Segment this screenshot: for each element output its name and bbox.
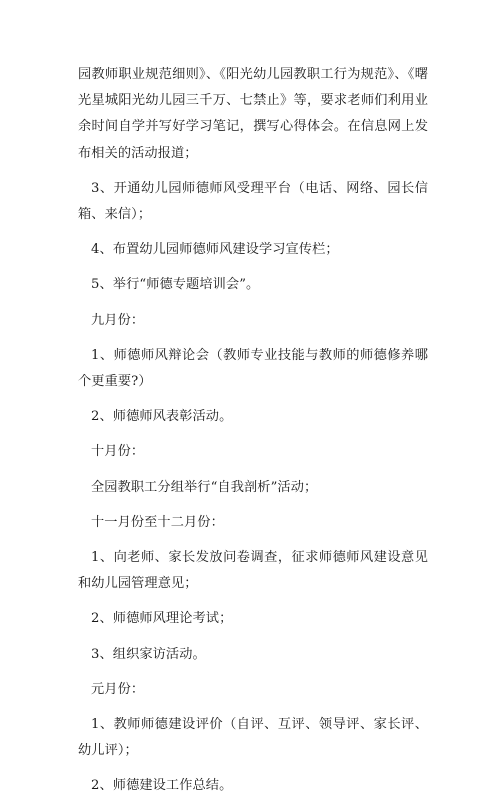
paragraph-gap [78,466,428,475]
paragraph-item-2: 2、师德建设工作总结。 [91,778,233,794]
paragraph-gap [78,597,428,606]
section-heading-october: 十月份： [91,444,145,460]
paragraph-item-3: 3、组织家访活动。 [91,646,206,662]
document-body [78,62,428,800]
paragraph-item-2: 2、师德师风理论考试； [91,611,233,627]
paragraph-gap [78,430,428,439]
paragraph-item-1: 1、向老师、家长发放问卷调查，征求师德师风建设意见和幼儿园管理意见； [78,550,428,592]
paragraph-gap [78,334,428,343]
paragraph-gap [78,395,428,404]
paragraph-gap [78,228,428,237]
paragraph-gap [78,633,428,642]
paragraph-continuation: 园教师职业规范细则》、《阳光幼儿园教职工行为规范》、《曙光星城阳光幼儿园三千万、七禁止》等，要求老师们利用业余时间自学并写好学习笔记，撰写心得体会。在信息网上发布相关的活动报道； [78,67,428,161]
paragraph-gap [78,703,428,712]
paragraph-gap [78,299,428,308]
paragraph-gap [78,536,428,545]
paragraph-gap [78,167,428,176]
paragraph-activity: 全园教职工分组举行“自我剖析”活动； [91,479,318,495]
paragraph-gap [78,668,428,677]
paragraph-gap [78,764,428,773]
section-heading-nov-dec: 十一月份至十二月份： [91,514,224,530]
paragraph-gap [78,501,428,510]
section-heading-september: 九月份： [91,312,145,328]
paragraph-item-1: 1、教师师德建设评价（自评、互评、领导评、家长评、幼儿评）； [78,717,428,759]
paragraph-item-5: 5、举行“师德专题培训会”。 [91,277,260,293]
section-heading-january: 元月份： [91,681,145,697]
paragraph-item-1: 1、师德师风辩论会（教师专业技能与教师的师德修养哪个更重要?） [78,347,428,390]
paragraph-item-4: 4、布置幼儿园师德师风建设学习宣传栏； [91,242,339,258]
paragraph-gap [78,263,428,272]
paragraph-item-2: 2、师德师风表彰活动。 [91,409,233,425]
paragraph-item-3: 3、开通幼儿园师德师风受理平台（电话、网络、园长信箱、来信）； [78,180,428,223]
